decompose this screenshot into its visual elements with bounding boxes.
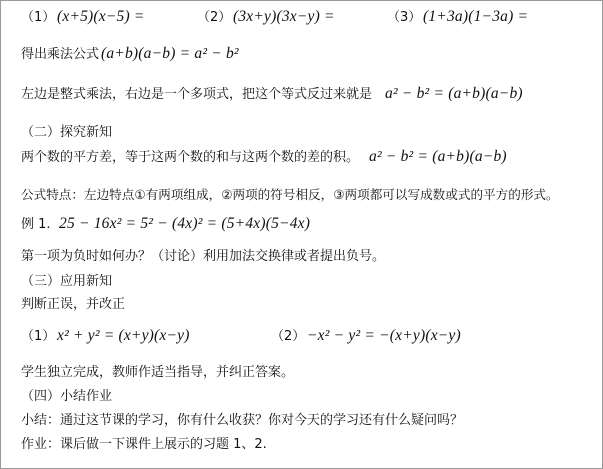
exercise-2-label: （2） [197,10,232,25]
judge-items [21,327,596,349]
statement-text: 两个数的平方差，等于这两个数的和与这两个数的差的积。 [21,150,360,165]
exercise-row [21,8,591,30]
statement-formula: a² − b² = (a+b)(a−b) [369,148,507,165]
exercise-1-formula: (x+5)(x−5) = [57,8,145,25]
judge-item-1-formula: x² + y² = (x+y)(x−y) [57,327,190,344]
example-formula: 25 − 16x² = 5² − (4x)² = (5+4x)(5−4x) [59,215,311,232]
difference-of-squares-statement [21,148,596,170]
example-label: 例 1. [21,217,51,232]
judge-item-1-label: （1） [21,329,56,344]
formula-conclusion [21,45,591,67]
conclusion-text: 得出乘法公式 [21,47,100,62]
student-work-note: 学生独立完成，教师作适当指导，并纠正答案。 [21,365,295,380]
section-summary-heading: （四）小结作业 [21,389,113,404]
homework-text: 作业：课后做一下课件上展示的习题 1、2. [21,437,267,452]
exercise-2-formula: (3x+y)(3x−y) = [233,8,335,25]
example-1 [21,215,596,237]
judge-instruction: 判断正误，并改正 [21,297,126,312]
exercise-3-label: （3） [387,10,422,25]
reverse-explanation [21,85,596,107]
negative-first-term-note: 第一项为负时如何办？（讨论）利用加法交换律或者提出负号。 [21,249,386,264]
exercise-3-formula: (1+3a)(1−3a) = [423,8,529,25]
conclusion-formula: (a+b)(a−b) = a² − b² [101,45,239,62]
section-apply-heading: （三）应用新知 [21,274,113,289]
summary-text: 小结：通过这节课的学习，你有什么收获？你对今天的学习还有什么疑问吗？ [21,413,464,428]
formula-features: 公式特点：左边特点①有两项组成，②两项的符号相反，③两项都可以写成数或式的平方的形式。 [21,187,559,202]
exercise-1-label: （1） [21,10,56,25]
reverse-text: 左边是整式乘法，右边是一个多项式，把这个等式反过来就是 [21,87,373,102]
section-explore-heading: （二）探究新知 [21,125,113,140]
judge-item-2-formula: −x² − y² = −(x+y)(x−y) [307,327,461,344]
judge-item-2-label: （2） [271,329,306,344]
reverse-formula: a² − b² = (a+b)(a−b) [385,85,523,102]
